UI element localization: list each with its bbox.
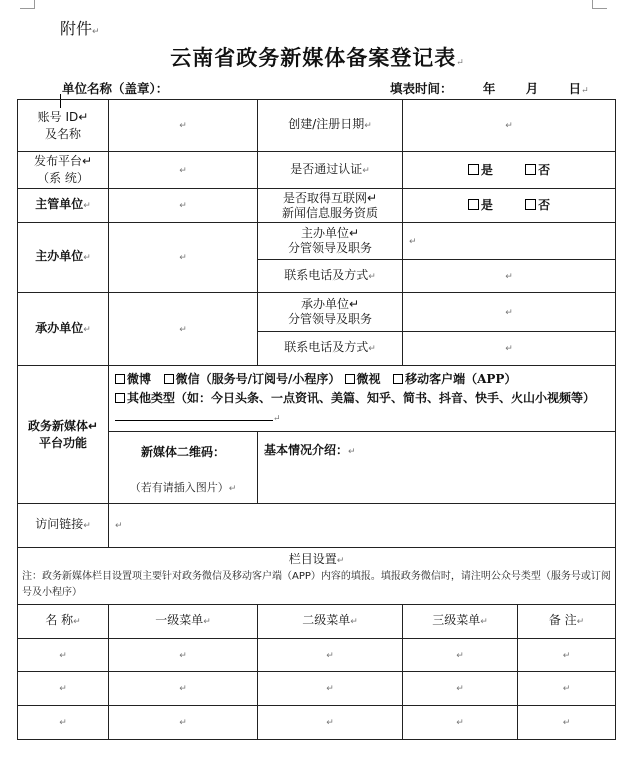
menu-header-level2: 二级菜单↵ [258, 605, 403, 639]
attachment-label: 附件↵ [60, 19, 100, 38]
menu-cell[interactable]: ↵ [518, 706, 616, 740]
menu-header-level3: 三级菜单↵ [403, 605, 518, 639]
sponsor-label: 主办单位↵ [18, 223, 109, 293]
option-weishi[interactable]: 微视 [345, 372, 381, 386]
account-field[interactable]: ↵ [109, 100, 258, 152]
organizer-contact-label: 联系电话及方式↵ [258, 332, 403, 366]
menu-header-name: 名 称↵ [18, 605, 109, 639]
table-row [18, 672, 616, 706]
link-field[interactable]: ↵ [109, 504, 616, 548]
organizer-leader-label: 承办单位↵ 分管领导及职务 [258, 293, 403, 332]
intro-cell[interactable]: 基本情况介绍：↵ [258, 432, 616, 504]
year-label: 年 [482, 81, 496, 96]
created-date-label: 创建/注册日期↵ [258, 100, 403, 152]
sponsor-contact-label: 联系电话及方式↵ [258, 260, 403, 293]
registration-form-table [17, 99, 616, 740]
menu-cell[interactable]: ↵ [18, 639, 109, 672]
supervisor-label: 主管单位↵ [18, 189, 109, 223]
option-other[interactable]: 其他类型（如：今日头条、一点资讯、美篇、知乎、简书、抖音、快手、火山小视频等） [115, 391, 595, 405]
menu-cell[interactable]: ↵ [258, 639, 403, 672]
created-date-field[interactable]: ↵ [403, 100, 616, 152]
menu-cell[interactable]: ↵ [258, 672, 403, 706]
organizer-leader-field[interactable]: ↵ [403, 293, 616, 332]
organizer-field[interactable]: ↵ [109, 293, 258, 366]
menu-cell[interactable]: ↵ [518, 639, 616, 672]
certified-yes-checkbox[interactable]: 是 [468, 163, 493, 177]
table-row [18, 639, 616, 672]
certified-no-checkbox[interactable]: 否 [525, 163, 550, 177]
menu-cell[interactable]: ↵ [258, 706, 403, 740]
qr-code-title: 新媒体二维码： [140, 445, 225, 459]
menu-cell[interactable]: ↵ [518, 672, 616, 706]
license-label: 是否取得互联网↵ 新闻信息服务资质 [258, 189, 403, 223]
column-setup-cell: 栏目设置↵ 注：政务新媒体栏目设置项主要针对政务微信及移动客户端（APP）内容的填报。填报政务微信时，请注明公众号类型（服务号或订阅号及小程序） [18, 548, 616, 605]
menu-header-level1: 一级菜单↵ [109, 605, 258, 639]
page-corner-mark-right [592, 0, 607, 9]
menu-cell[interactable]: ↵ [403, 672, 518, 706]
menu-cell[interactable]: ↵ [403, 706, 518, 740]
menu-cell[interactable]: ↵ [109, 706, 258, 740]
license-no-checkbox[interactable]: 否 [525, 198, 550, 212]
column-setup-title: 栏目设置 [288, 552, 337, 566]
option-wechat[interactable]: 微信（服务号/订阅号/小程序） [164, 372, 341, 386]
supervisor-field[interactable]: ↵ [109, 189, 258, 223]
menu-header-remark: 备 注↵ [518, 605, 616, 639]
certified-options [403, 152, 616, 189]
organizer-label: 承办单位↵ [18, 293, 109, 366]
fill-time-label: 填表时间： 年 月 日↵ [390, 81, 589, 96]
day-label: 日 [568, 81, 582, 96]
account-label: 账号 ID↵ 及名称 [18, 100, 109, 152]
menu-cell[interactable]: ↵ [18, 706, 109, 740]
page-corner-mark-left [20, 0, 35, 9]
function-options: 微博 微信（服务号/订阅号/小程序） 微视 移动客户端（APP） 其他类型（如：今日头条、一点资讯、美篇、知乎、简书、抖音、快手、火山小视频等）↵ [109, 366, 616, 432]
menu-cell[interactable]: ↵ [109, 639, 258, 672]
qr-code-note: （若有请插入图片） [129, 481, 229, 494]
table-row [18, 706, 616, 740]
sponsor-leader-label: 主办单位↵ 分管领导及职务 [258, 223, 403, 260]
page-title: 云南省政务新媒体备案登记表↵ [170, 45, 465, 70]
option-weibo[interactable]: 微博 [115, 372, 151, 386]
qr-code-cell[interactable]: 新媒体二维码： （若有请插入图片）↵ [109, 432, 258, 504]
column-setup-note: 注：政务新媒体栏目设置项主要针对政务微信及移动客户端（APP）内容的填报。填报政务微信时，请注明公众号类型（服务号或订阅号及小程序） [22, 571, 611, 598]
platform-field[interactable]: ↵ [109, 152, 258, 189]
sponsor-contact-field[interactable]: ↵ [403, 260, 616, 293]
license-yes-checkbox[interactable]: 是 [468, 198, 493, 212]
function-label: 政务新媒体↵ 平台功能 [18, 366, 109, 504]
menu-cell[interactable]: ↵ [403, 639, 518, 672]
certified-label: 是否通过认证↵ [258, 152, 403, 189]
sponsor-field[interactable]: ↵ [109, 223, 258, 293]
platform-label: 发布平台↵ （系 统） [18, 152, 109, 189]
unit-name-label: 单位名称（盖章）： [62, 81, 169, 96]
sponsor-leader-field[interactable]: ↵ [403, 223, 616, 260]
organizer-contact-field[interactable]: ↵ [403, 332, 616, 366]
license-options [403, 189, 616, 223]
menu-cell[interactable]: ↵ [18, 672, 109, 706]
month-label: 月 [525, 81, 539, 96]
option-app[interactable]: 移动客户端（APP） [393, 372, 516, 386]
menu-cell[interactable]: ↵ [109, 672, 258, 706]
link-label: 访问链接↵ [18, 504, 109, 548]
